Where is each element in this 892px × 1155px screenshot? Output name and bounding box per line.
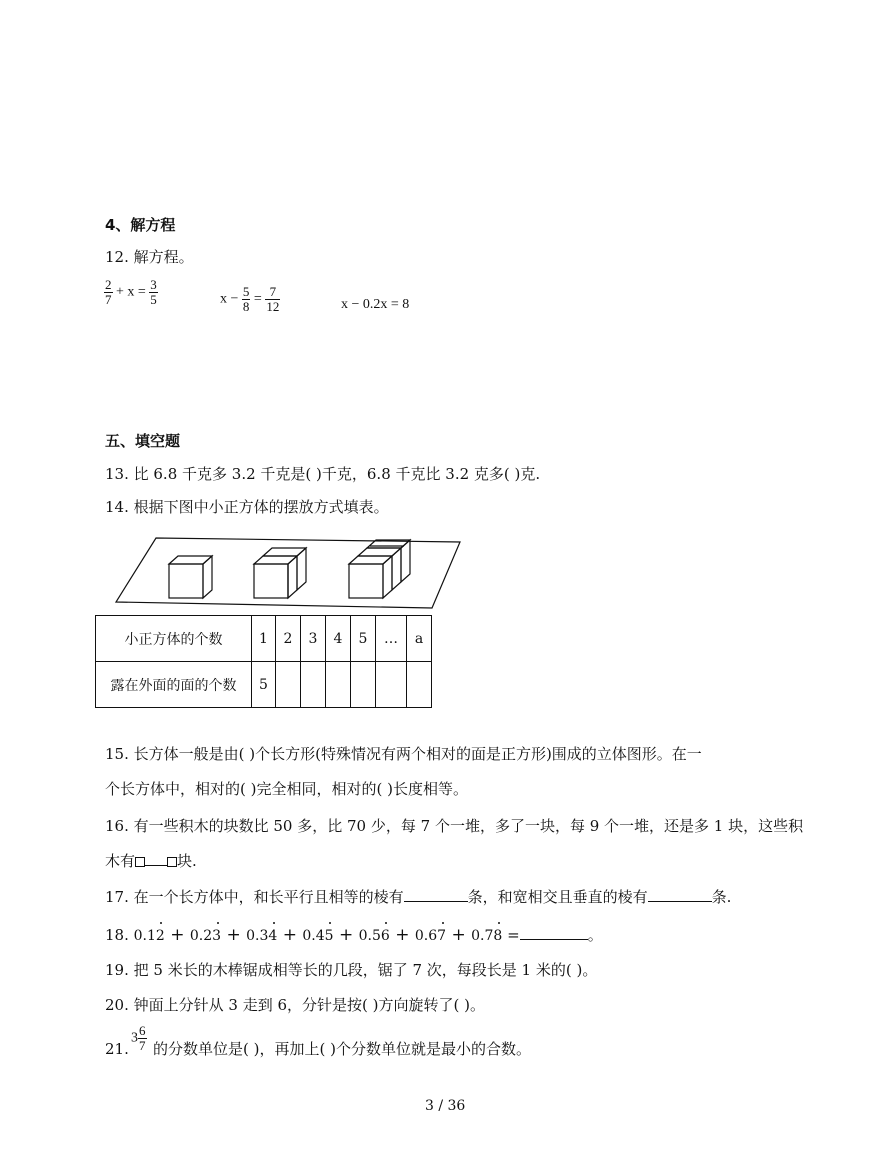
section-heading: 4、解方程	[105, 216, 176, 234]
table-row-label: 小正方体的个数	[96, 616, 252, 662]
answer-blank[interactable]	[520, 939, 588, 940]
cube-2	[254, 548, 306, 598]
decimal-term: 0.34	[246, 928, 277, 944]
cube-3	[349, 540, 410, 598]
equation-1: $\frac{2}{7}$ + x = $\frac{3}{5}$	[105, 277, 157, 307]
equation-3: x − 0.2x = 8	[341, 297, 410, 312]
table-cell: 5	[351, 616, 376, 662]
repeating-decimal-sum: 0.12 + 0.23 + 0.34 + 0.45 + 0.56 + 0.67 + 0.78	[134, 926, 507, 944]
decimal-term: 0.67	[415, 928, 446, 944]
table-cell: 4	[326, 616, 351, 662]
answer-box[interactable]	[167, 857, 177, 867]
table-cell: …	[376, 616, 407, 662]
equation-2: x − $\frac{5}{8}$ = $\frac{7}{12}$	[220, 284, 280, 314]
table-row-label: 露在外面的面的个数	[96, 662, 252, 708]
question-20: 20. 钟面上分针从 3 走到 6，分针是按( )方向旋转了( )。	[105, 996, 485, 1014]
answer-blank[interactable]	[648, 901, 712, 902]
table-cell[interactable]	[407, 662, 432, 708]
question-17: 17. 在一个长方体中，和长平行且相等的棱有 条，和宽相交且垂直的棱有 条.	[105, 888, 732, 906]
answer-blank[interactable]	[145, 865, 167, 866]
question-13: 13. 比 6.8 千克多 3.2 千克是( )千克，6.8 千克比 3.2 克多( )克.	[105, 465, 541, 483]
cube-faces-table	[95, 615, 432, 708]
table-cell[interactable]	[376, 662, 407, 708]
page-number: 3 / 36	[425, 1098, 466, 1114]
answer-box[interactable]	[135, 857, 145, 867]
table-row	[96, 662, 432, 708]
mixed-number: 3 $\frac{6}{7}$	[131, 1023, 146, 1053]
table-cell: 3	[301, 616, 326, 662]
section-heading: 五、填空题	[105, 432, 181, 450]
answer-blank[interactable]	[404, 901, 468, 902]
table-cell[interactable]	[326, 662, 351, 708]
question-18: 18. 0.12 + 0.23 + 0.34 + 0.45 + 0.56 + 0.67 + 0.78 = 。	[105, 926, 603, 945]
question-21-text: 的分数单位是( )，再加上( )个分数单位就是最小的合数。	[153, 1040, 531, 1058]
table-cell[interactable]	[276, 662, 301, 708]
table-cell[interactable]	[351, 662, 376, 708]
cube-1	[169, 556, 212, 598]
question-14: 14. 根据下图中小正方体的摆放方式填表。	[105, 498, 389, 516]
question-19: 19. 把 5 米长的木棒锯成相等长的几段，锯了 7 次，每段长是 1 米的( )。	[105, 961, 598, 979]
question-16-line-2: 木有 块.	[105, 852, 197, 870]
table-cell: 2	[276, 616, 301, 662]
question-15-line-2: 个长方体中，相对的( )完全相同，相对的( )长度相等。	[105, 780, 468, 798]
table-cell: 1	[252, 616, 276, 662]
table-cell[interactable]	[301, 662, 326, 708]
question-16-line-1: 16. 有一些积木的块数比 50 多，比 70 少，每 7 个一堆，多了一块，每 9 个一堆，还是多 1 块，这些积	[105, 817, 804, 835]
table-row	[96, 616, 432, 662]
decimal-term: 0.12	[134, 928, 165, 944]
decimal-term: 0.56	[359, 928, 390, 944]
question-15-line-1: 15. 长方体一般是由( )个长方形(特殊情况有两个相对的面是正方形)围成的立体图形。在一	[105, 745, 702, 763]
cubes-figure	[112, 530, 464, 612]
decimal-term: 0.45	[302, 928, 333, 944]
table-cell: 5	[252, 662, 276, 708]
decimal-term: 0.23	[190, 928, 221, 944]
decimal-term: 0.78	[471, 928, 502, 944]
question-12-stem: 12. 解方程。	[105, 248, 194, 266]
question-21-label: 21.	[105, 1040, 129, 1058]
table-cell: a	[407, 616, 432, 662]
